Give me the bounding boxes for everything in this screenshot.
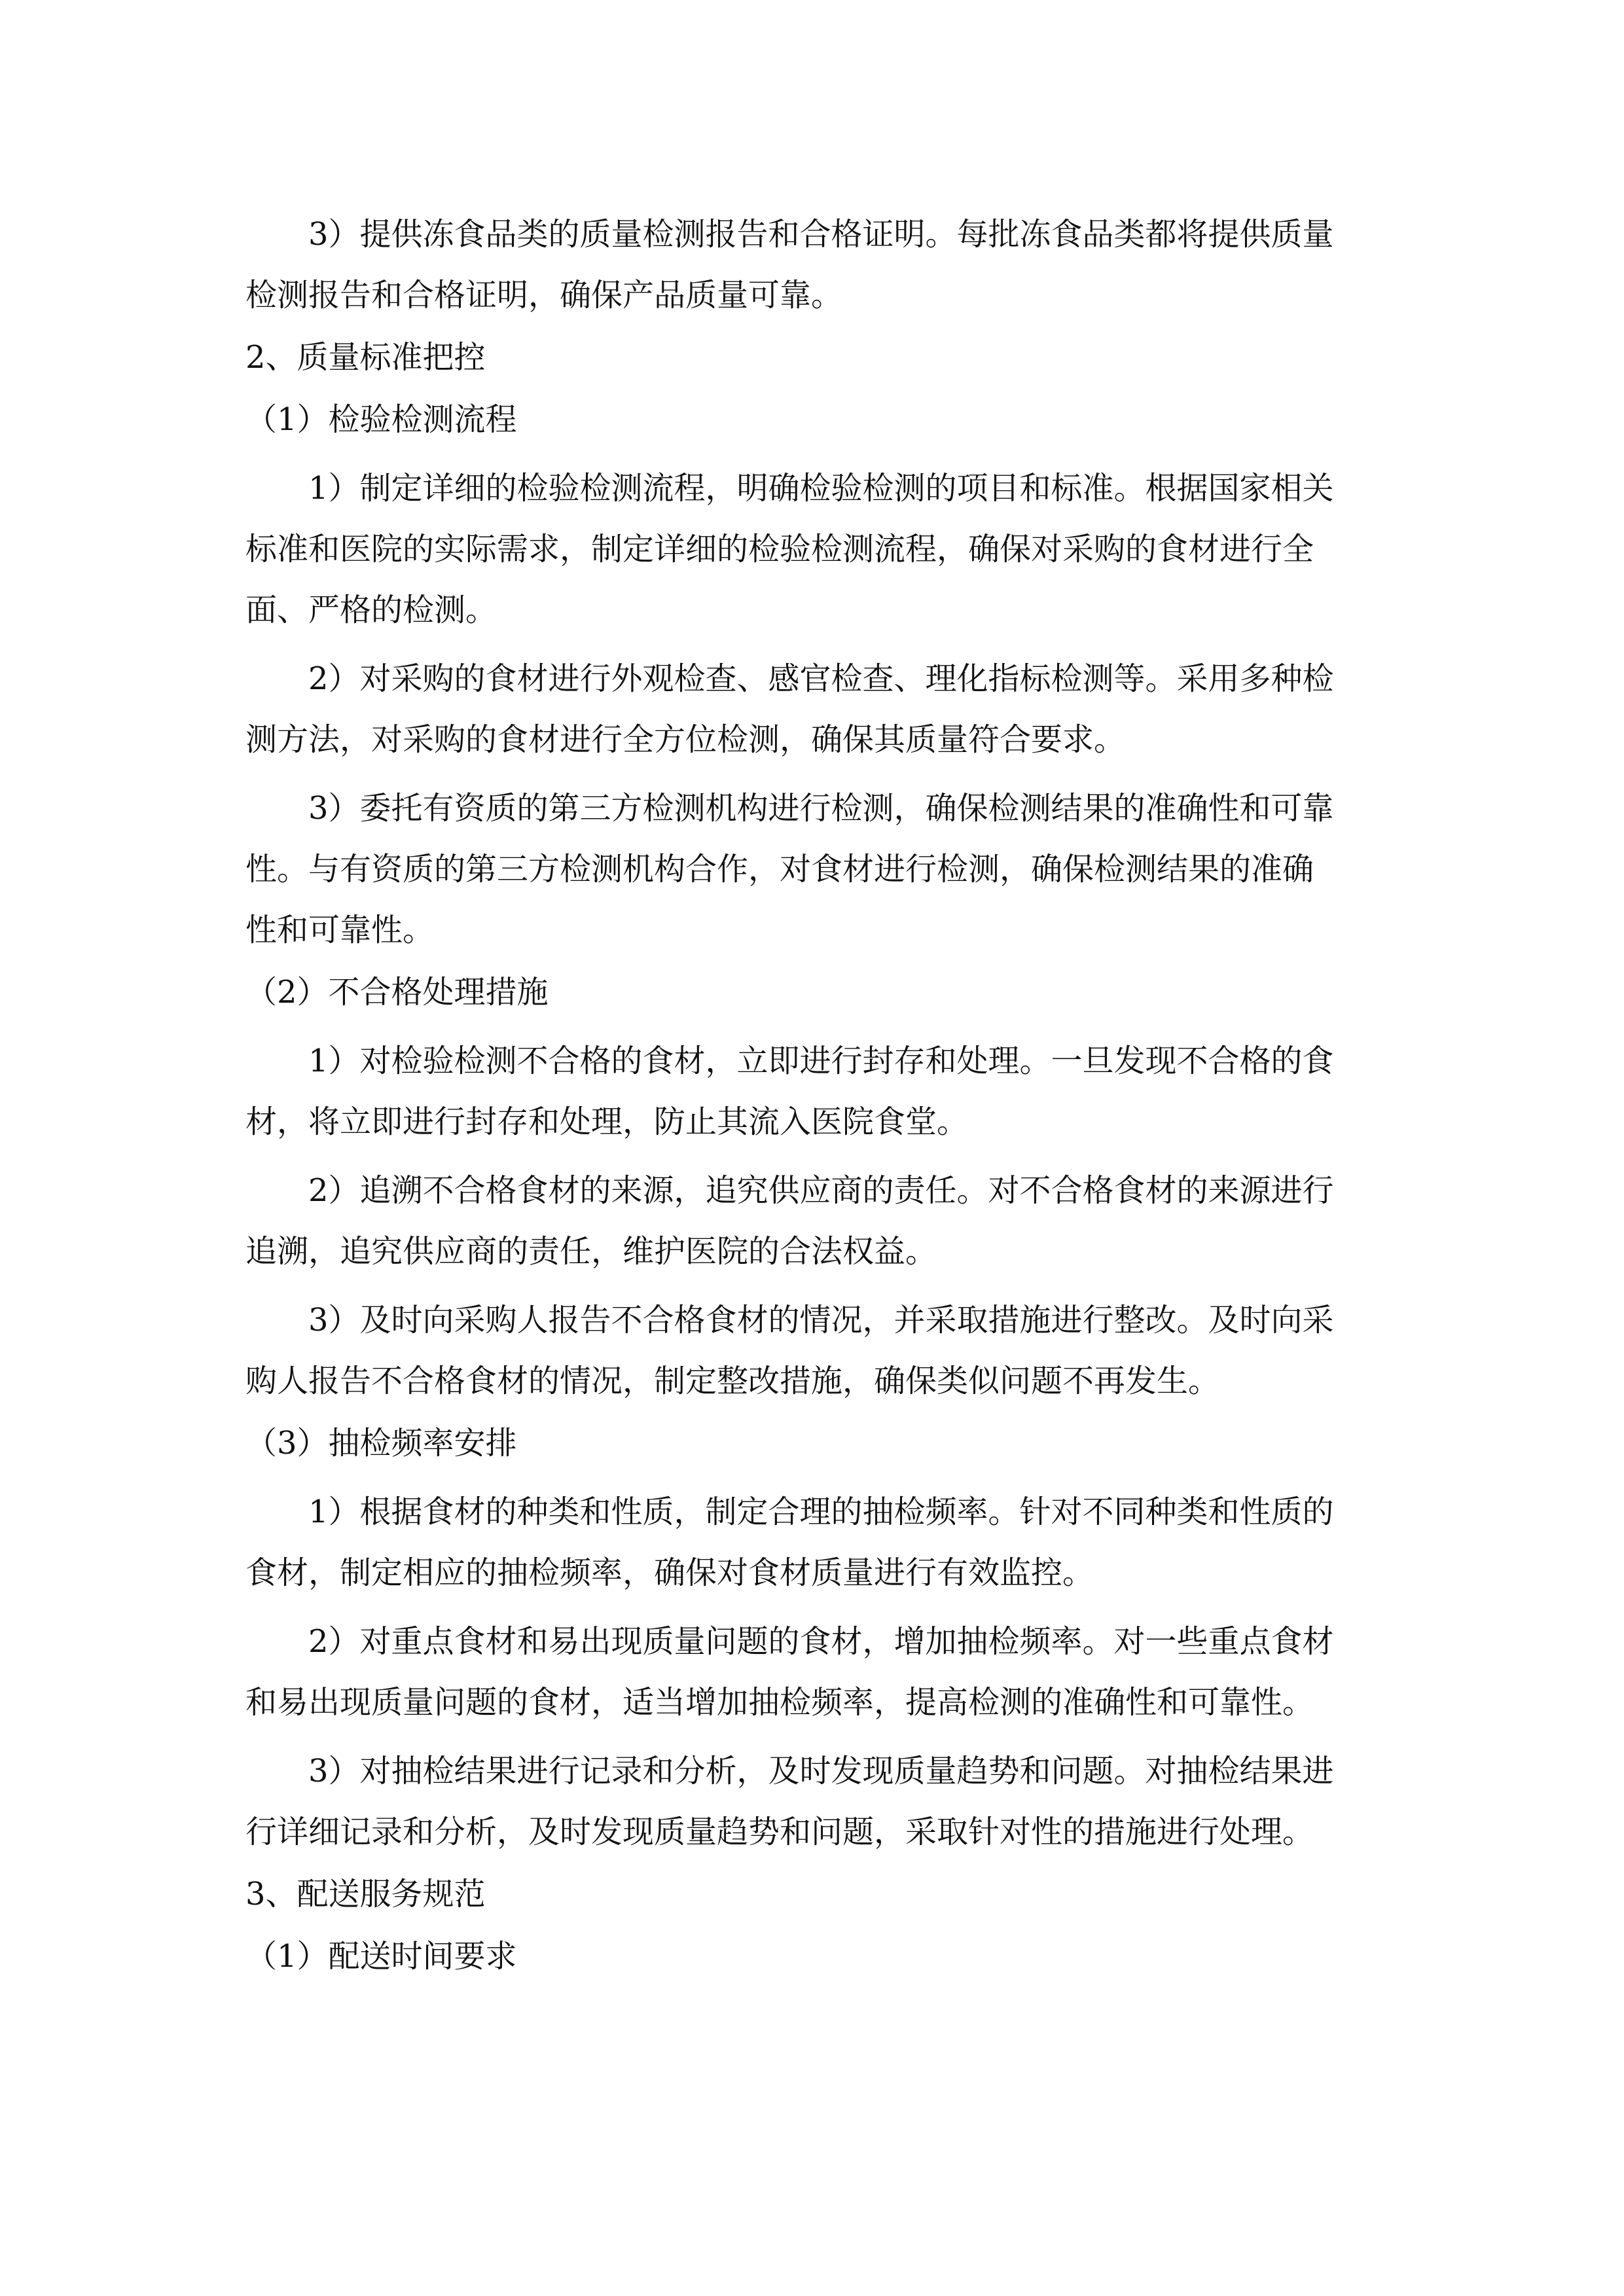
section-heading: 2、质量标准把控	[245, 339, 486, 376]
paragraph	[245, 778, 1388, 961]
paragraph-line: 性和可靠性。	[245, 912, 435, 948]
paragraph-line: 2）对重点食材和易出现质量问题的食材，增加抽检频率。对一些重点食材	[308, 1623, 1334, 1660]
paragraph	[245, 1290, 1388, 1412]
paragraph-line: 1）根据食材的种类和性质，制定合理的抽检频率。针对不同种类和性质的	[308, 1494, 1334, 1530]
paragraph-line: 1）对检验检测不合格的食材，立即进行封存和处理。一旦发现不合格的食	[308, 1043, 1334, 1079]
paragraph-line: 追溯，追究供应商的责任，维护医院的合法权益。	[245, 1233, 937, 1270]
subsection-heading: （1）检验检测流程	[245, 401, 517, 438]
paragraph-line: 食材，制定相应的抽检频率，确保对食材质量进行有效监控。	[245, 1554, 1094, 1591]
paragraph	[245, 1741, 1388, 1863]
paragraph	[245, 204, 1388, 326]
paragraph	[245, 458, 1388, 641]
paragraph-line: 和易出现质量问题的食材，适当增加抽检频率，提高检测的准确性和可靠性。	[245, 1684, 1314, 1721]
paragraph-line: 1）制定详细的检验检测流程，明确检验检测的项目和标准。根据国家相关	[308, 470, 1334, 507]
paragraph-line: 3）及时向采购人报告不合格食材的情况，并采取措施进行整改。及时向采	[308, 1302, 1334, 1338]
paragraph-line: 行详细记录和分析，及时发现质量趋势和问题，采取针对性的措施进行处理。	[245, 1814, 1314, 1850]
paragraph	[245, 1031, 1388, 1153]
section-heading: 3、配送服务规范	[245, 1876, 486, 1912]
paragraph-line: 购人报告不合格食材的情况，制定整改措施，确保类似问题不再发生。	[245, 1363, 1220, 1399]
subsection-heading: （2）不合格处理措施	[245, 974, 549, 1011]
paragraph	[245, 1611, 1388, 1733]
document-body	[245, 204, 1388, 1987]
subsection-heading: （1）配送时间要求	[245, 1938, 517, 1975]
paragraph-line: 3）委托有资质的第三方检测机构进行检测，确保检测结果的准确性和可靠	[308, 790, 1334, 827]
paragraph	[245, 649, 1388, 770]
paragraph	[245, 1160, 1388, 1282]
paragraph-line: 2）对采购的食材进行外观检查、感官检查、理化指标检测等。采用多种检	[308, 660, 1334, 697]
paragraph-line: 3）提供冻食品类的质量检测报告和合格证明。每批冻食品类都将提供质量	[308, 216, 1334, 253]
paragraph-line: 性。与有资质的第三方检测机构合作，对食材进行检测，确保检测结果的准确	[245, 851, 1314, 888]
paragraph-line: 2）追溯不合格食材的来源，追究供应商的责任。对不合格食材的来源进行	[308, 1172, 1334, 1209]
paragraph-line: 3）对抽检结果进行记录和分析，及时发现质量趋势和问题。对抽检结果进	[308, 1753, 1334, 1789]
paragraph-line: 检测报告和合格证明，确保产品质量可靠。	[245, 277, 843, 314]
subsection-heading: （3）抽检频率安排	[245, 1425, 517, 1462]
paragraph-line: 材，将立即进行封存和处理，防止其流入医院食堂。	[245, 1103, 969, 1140]
paragraph	[245, 1482, 1388, 1604]
paragraph-line: 面、严格的检测。	[245, 592, 497, 628]
paragraph-line: 标准和医院的实际需求，制定详细的检验检测流程，确保对采购的食材进行全	[245, 531, 1314, 567]
paragraph-line: 测方法，对采购的食材进行全方位检测，确保其质量符合要求。	[245, 721, 1126, 758]
